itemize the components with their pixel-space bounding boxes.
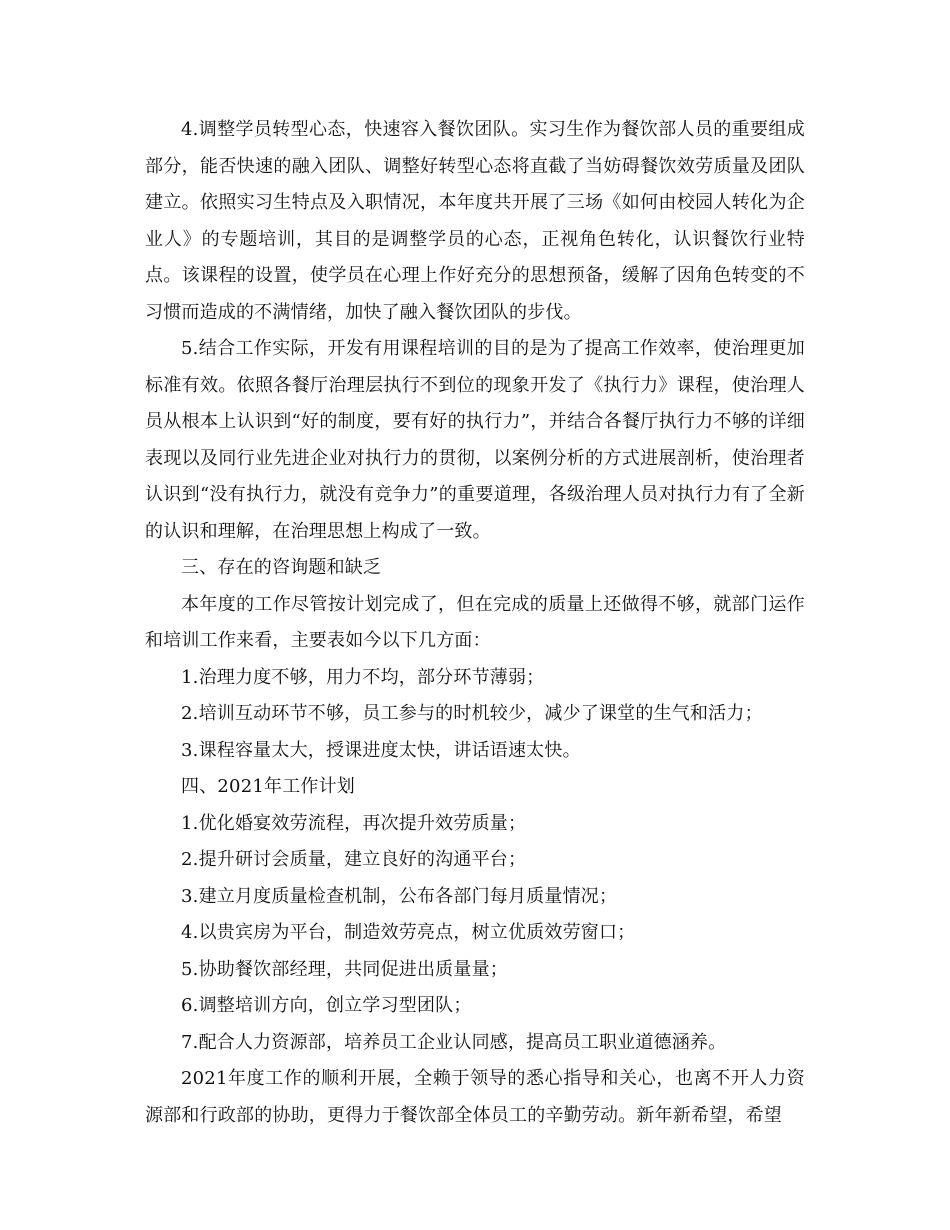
list-item-plan-5: 5.协助餐饮部经理，共同促进出质量量；: [181, 958, 508, 980]
paragraph-problems-intro: 本年度的工作尽管按计划完成了，但在完成的质量上还做得不够，就部门运作和培训工作来看，主要表如今以下几方面：: [145, 593, 805, 651]
paragraph-item-4-mindset: 4.调整学员转型心态，快速容入餐饮团队。实习生作为餐饮部人员的重要组成部分，能否快速的融入团队、调整好转型心态将直截了当妨碍餐饮效劳质量及团队建立。依照实习生特点及入职情况，本年度共开展了三场《如何由校园人转化为企业人》的专题培训，其目的是调整学员的心态，正视角色转化，认识餐饮行业特点。该课程的设置，使学员在心理上作好充分的思想预备，缓解了因角色转变的不习惯而造成的不满情绪，加快了融入餐饮团队的步伐。: [145, 119, 805, 323]
list-item-problem-1: 1.治理力度不够，用力不均，部分环节薄弱；: [181, 666, 545, 688]
list-item-problem-2: 2.培训互动环节不够，员工参与的时机较少，减少了课堂的生气和活力；: [181, 703, 763, 724]
list-item-plan-4: 4.以贵宾房为平台，制造效劳亮点，树立优质效劳窗口；: [181, 922, 636, 943]
list-item-plan-7: 7.配合人力资源部，培养员工企业认同感，提高员工职业道德涵养。: [181, 1031, 727, 1053]
section-heading-plan: 四、2021年工作计划: [181, 776, 356, 797]
list-item-plan-3: 3.建立月度质量检查机制，公布各部门每月质量情况；: [181, 885, 618, 907]
paragraph-closing: 2021年度工作的顺利开展，全赖于领导的悉心指导和关心，也离不开人力资源部和行政部的协助，更得力于餐饮部全体员工的辛勤劳动。新年新希望，希望: [145, 1068, 805, 1126]
section-heading-problems: 三、存在的咨询题和缺乏: [181, 557, 382, 578]
document-page: [145, 112, 805, 1134]
list-item-plan-1: 1.优化婚宴效劳流程，再次提升效劳质量；: [181, 812, 527, 834]
list-item-plan-2: 2.提升研讨会质量，建立良好的沟通平台；: [181, 849, 527, 870]
list-item-plan-6: 6.调整培训方向，创立学习型团队；: [181, 995, 472, 1016]
list-item-problem-3: 3.课程容量太大，授课进度太快，讲话语速太快。: [181, 739, 581, 761]
paragraph-item-5-execution: 5.结合工作实际，开发有用课程培训的目的是为了提高工作效率，使治理更加标准有效。依照各餐厅治理层执行不到位的现象开发了《执行力》课程，使治理人员从根本上认识到“好的制度，要有好的执行力”，并结合各餐厅执行力不够的详细表现以及同行业先进企业对执行力的贯彻，以案例分析的方式进展剖析，使治理者认识到“没有执行力，就没有竞争力”的重要道理，各级治理人员对执行力有了全新的认识和理解，在治理思想上构成了一致。: [145, 338, 805, 542]
